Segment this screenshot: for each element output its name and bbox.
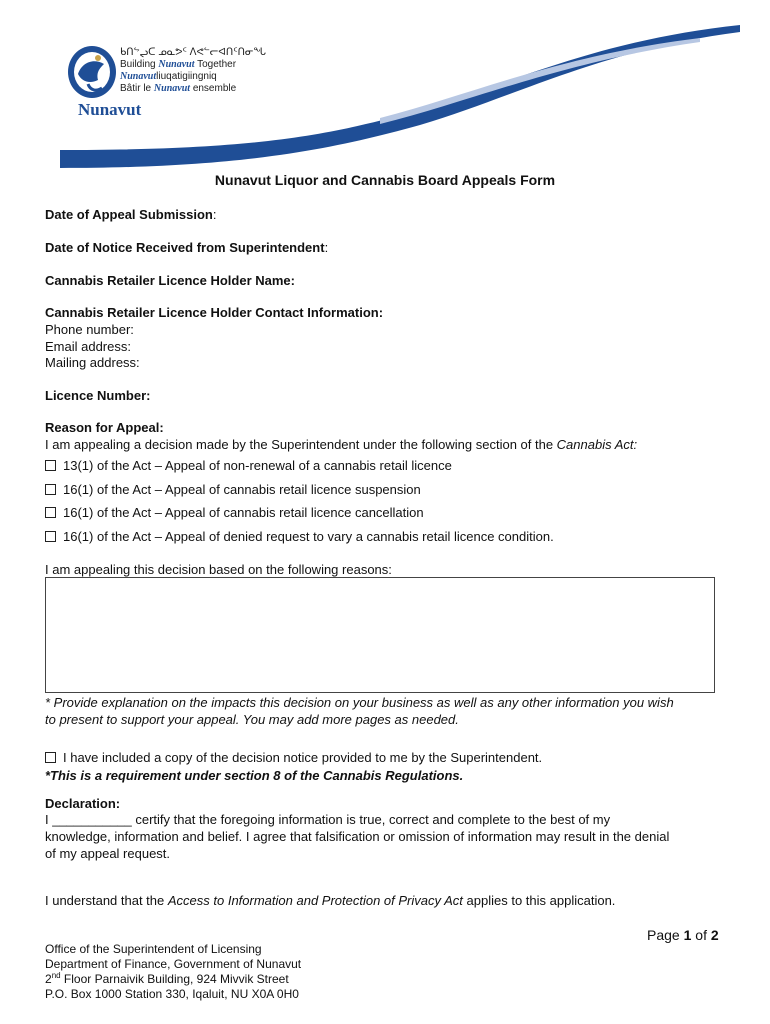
licence-number-field[interactable]: Licence Number: <box>45 388 151 403</box>
reasons-label: I am appealing this decision based on the following reasons: <box>45 562 392 577</box>
date-submission-field[interactable]: Date of Appeal Submission: <box>45 207 217 222</box>
date-notice-field[interactable]: Date of Notice Received from Superintendent: <box>45 240 329 255</box>
declaration-heading: Declaration: <box>45 796 121 811</box>
contact-heading: Cannabis Retailer Licence Holder Contact Information: <box>45 305 384 320</box>
form-title: Nunavut Liquor and Cannabis Board Appeals Form <box>214 172 556 188</box>
footer-pobox: P.O. Box 1000 Station 330, Iqaluit, NU X0A 0H0 <box>45 987 299 1001</box>
checkbox[interactable] <box>45 484 56 495</box>
tagline-french: Bâtir le Nunavut ensemble <box>120 83 237 94</box>
footer-address <box>45 942 301 1002</box>
footer-office: Office of the Superintendent of Licensing <box>45 942 262 956</box>
option-suspension[interactable]: 16(1) of the Act – Appeal of cannabis retail licence suspension <box>45 481 421 498</box>
checkbox[interactable] <box>45 507 56 518</box>
phone-field[interactable]: Phone number: <box>45 322 134 337</box>
privacy-statement: I understand that the Access to Information and Protection of Privacy Act applies to this application. <box>45 893 616 908</box>
option-non-renewal[interactable]: 13(1) of the Act – Appeal of non-renewal of a cannabis retail licence <box>45 457 452 474</box>
reason-heading: Reason for Appeal: <box>45 420 164 435</box>
option-vary-condition[interactable]: 16(1) of the Act – Appeal of denied request to vary a cannabis retail licence condition. <box>45 528 554 545</box>
declaration-line2: knowledge, information and belief. I agree that falsification or omission of information may result in the denial <box>45 829 670 844</box>
declaration-line3: of my appeal request. <box>45 846 171 861</box>
page-number: Page 1 of 2 <box>647 927 719 943</box>
mailing-address-field[interactable]: Mailing address: <box>45 355 140 370</box>
explain-note-line1: * Provide explanation on the impacts this decision on your business as well as any other information you wish <box>45 695 674 710</box>
checkbox[interactable] <box>45 752 56 763</box>
logo-wordmark: Nunavut <box>78 100 142 119</box>
holder-name-field[interactable]: Cannabis Retailer Licence Holder Name: <box>45 273 295 288</box>
tagline-english: Building Nunavut Together <box>120 59 237 70</box>
reason-intro: I am appealing a decision made by the Superintendent under the following section of the Cannabis Act: <box>45 437 638 452</box>
tagline-syllabics: ᑲᑎᖦᖢᑕ ᓄᓇᕗᑦ ᐱᕙᓪᓕᐊᑎᑦᑎᓂᖓ <box>120 47 267 58</box>
tagline-inuinnaqtun: Nunavutliuqatigiingniq <box>120 71 217 82</box>
checkbox[interactable] <box>45 460 56 471</box>
footer-street: 2nd Floor Parnaivik Building, 924 Mivvik Street <box>45 971 289 986</box>
declaration-line1: I ___________ certify that the foregoing information is true, correct and complete to the best of my <box>45 812 611 827</box>
reasons-textarea[interactable] <box>45 577 715 693</box>
email-field[interactable]: Email address: <box>45 339 131 354</box>
checkbox[interactable] <box>45 531 56 542</box>
footer-department: Department of Finance, Government of Nunavut <box>45 957 302 971</box>
explain-note-line2: to present to support your appeal. You may add more pages as needed. <box>45 712 459 727</box>
option-cancellation[interactable]: 16(1) of the Act – Appeal of cannabis retail licence cancellation <box>45 504 424 521</box>
copy-included-checkbox-row[interactable]: I have included a copy of the decision notice provided to me by the Superintendent. <box>45 749 542 766</box>
requirement-note: *This is a requirement under section 8 of the Cannabis Regulations. <box>45 768 464 783</box>
